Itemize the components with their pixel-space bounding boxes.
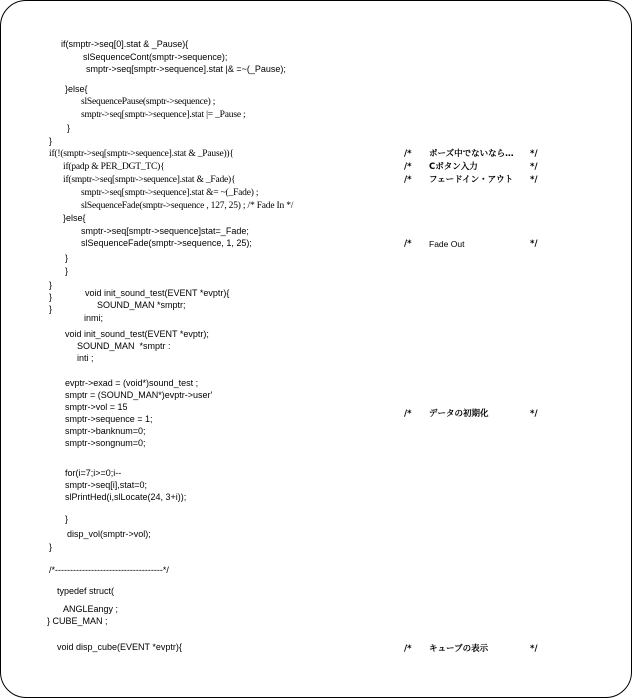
comment-text: Cボタン入力 xyxy=(429,162,478,172)
comment-close: */ xyxy=(530,175,538,185)
comment-open: /* xyxy=(404,162,412,172)
comment-close: */ xyxy=(530,162,538,172)
comment-open: /* xyxy=(404,239,412,249)
code-line: smptr->sequence = 1; xyxy=(65,414,153,424)
code-line: smptr = (SOUND_MAN*)evptr->user' xyxy=(65,390,213,400)
code-line: /*------------------------------------*/ xyxy=(49,565,169,575)
comment-text: Fade Out xyxy=(429,239,465,249)
code-line: smptr->seq[smptr->sequence].stat |& =~(_Pause); xyxy=(86,64,286,74)
code-line: void init_sound_test(EVENT *evptr){ xyxy=(85,288,230,298)
code-line: void init_sound_test(EVENT *evptr); xyxy=(65,329,209,339)
comment-close: */ xyxy=(530,239,538,249)
code-line: smptr->seq[smptr->sequence]stat=_Fade; xyxy=(81,226,249,236)
comment-open: /* xyxy=(404,149,412,159)
comment-text: データの初期化 xyxy=(429,409,489,419)
code-line: } xyxy=(65,514,69,524)
code-line: } xyxy=(67,123,71,133)
code-line: if(!(smptr->seq[smptr->sequence].stat & _Pause)){ xyxy=(49,149,234,159)
code-line: if(padp & PER_DGT_TC){ xyxy=(63,162,165,172)
comment-text: フェードイン・アウト xyxy=(429,175,514,185)
code-line: SOUND_MAN *smptr; xyxy=(97,300,186,310)
code-line: evptr->exad = (void*)sound_test ; xyxy=(65,378,199,388)
comment-open: /* xyxy=(404,409,412,419)
code-line: } xyxy=(65,253,69,263)
code-line: }else{ xyxy=(65,84,88,94)
comment-close: */ xyxy=(530,644,538,654)
code-line: smptr->seq[smptr->sequence].stat |= _Pause ; xyxy=(81,110,246,120)
code-line: slSequencePause(smptr->sequence) ; xyxy=(81,97,216,107)
code-line: } xyxy=(49,280,53,290)
code-line: smptr->banknum=0; xyxy=(65,426,146,436)
code-line: if(smptr->seq[smptr->sequence].stat & _Fade){ xyxy=(63,175,236,185)
code-line: } xyxy=(49,304,53,314)
code-line: inti ; xyxy=(77,353,94,363)
code-line: } xyxy=(49,292,53,302)
comment-text: ポーズ中でないなら… xyxy=(429,149,514,159)
code-line: } xyxy=(65,266,69,276)
code-line: slSequenceCont(smptr->sequence); xyxy=(83,52,228,62)
comment-open: /* xyxy=(404,175,412,185)
code-line: } xyxy=(49,542,53,552)
code-line: if(smptr->seq[0].stat & _Pause){ xyxy=(61,39,189,49)
code-line: slSequenceFade(smptr->sequence, 1, 25); xyxy=(81,238,252,248)
code-line: for(i=7;i>=0;i-- xyxy=(65,468,122,478)
code-line: typedef struct( xyxy=(57,586,115,596)
code-line: smptr->seq[smptr->sequence].stat &= ~(_Fade) ; xyxy=(81,188,259,198)
code-line: }else{ xyxy=(63,213,86,223)
code-line: slSequenceFade(smptr->sequence , 127, 25) ; /* Fade In */ xyxy=(81,201,294,211)
code-line: void disp_cube(EVENT *evptr){ xyxy=(57,642,182,652)
code-line: smptr->vol = 15 xyxy=(65,402,128,412)
code-line: smptr->seq[i],stat=0; xyxy=(65,480,148,490)
code-line: ANGLEangy ; xyxy=(63,604,119,614)
code-line: smptr->songnum=0; xyxy=(65,438,146,448)
comment-text: キューブの表示 xyxy=(429,644,489,654)
code-line: inmi; xyxy=(84,313,104,323)
code-line: } CUBE_MAN ; xyxy=(47,616,108,626)
code-line: disp_vol(smptr->vol); xyxy=(67,529,151,539)
comment-open: /* xyxy=(404,644,412,654)
code-line: SOUND_MAN *smptr : xyxy=(77,341,171,351)
code-line: } xyxy=(49,136,53,146)
comment-close: */ xyxy=(530,409,538,419)
comment-close: */ xyxy=(530,149,538,159)
code-line: slPrintHed(i,slLocate(24, 3+i)); xyxy=(65,492,187,502)
